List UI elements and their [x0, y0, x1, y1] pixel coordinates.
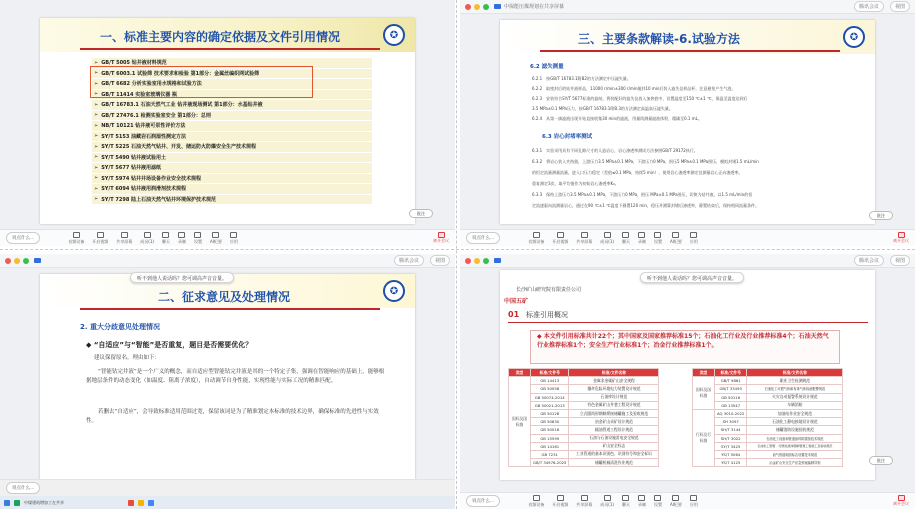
tool-members[interactable]: 成员(1): [600, 232, 614, 245]
table-row: GB 14161 矿山安全标志: [509, 442, 659, 450]
view-button[interactable]: 视图: [430, 255, 450, 266]
maximize-dot[interactable]: [23, 258, 29, 264]
microphone-icon: [73, 232, 80, 238]
table-row: 国标及国标推 GB 14413 金属非金属矿山安全规程: [509, 377, 659, 385]
org-name: 长沙矿山研究院有限责任公司: [516, 287, 582, 293]
list-item: ➢ GB/T 6003.1 试验筛 技术要求和检验 第1部分：金属丝编织网试验筛: [92, 69, 372, 79]
type-cell: 国标及国标推: [509, 377, 531, 467]
tool-settings[interactable]: 设置: [194, 232, 202, 245]
paragraph-line: 定流速驱向流测量岩心，通过在90 ℃±1 ℃温度下静置120 min，稳压并测算封堵后渗透率，静置结束后，保持相同流量条件。: [532, 203, 759, 208]
screen-share-icon: [34, 258, 41, 263]
chat-icon: [162, 232, 169, 238]
tool-settings[interactable]: 设置: [654, 495, 662, 508]
table-row: GB 50021-2013 有色金属矿山井巷工程设计规范: [509, 401, 659, 409]
screen-share-icon: [494, 4, 501, 9]
type-cell: 行标及行标推: [693, 409, 715, 466]
tool-audio[interactable]: 音频设备: [528, 495, 544, 508]
chat-input[interactable]: 说点什么...: [466, 495, 500, 507]
institute-logo: ✪: [843, 26, 865, 48]
gear-icon: [654, 232, 661, 238]
tool-apps[interactable]: 应用: [690, 232, 698, 245]
view-button[interactable]: 视图: [890, 1, 910, 12]
chat-icon: [622, 495, 629, 501]
paragraph-line: 6.2.4 从第一滴滤液出现开始直接收集30 min的滤液，用量筒测量滤液体积，精确至0.1 mL。: [532, 116, 702, 121]
members-icon: [604, 495, 611, 501]
chat-input[interactable]: 说点什么...: [466, 232, 500, 244]
camera-icon: [557, 232, 564, 238]
table-row: SH/T 3144 储罐消防设施验收规范: [693, 426, 843, 434]
paragraph-2: “智能钻完井液”是一个广义的概念，而自适应型智能钻完井液是其的一个特定子集，强调在智能响应的基础上，能够根据地层条件的动态变化（如温度、阻离子浓度），自动调节自身性能，实现性能与实际工况的精准匹配。: [86, 369, 385, 384]
close-dot[interactable]: [465, 258, 471, 264]
section-underline: [508, 322, 868, 323]
paragraph-line: 3.5 MPa±0.1 MPa压力，按GB/T 16783.1附B.3的方法测定高温高压滤失量。: [532, 106, 673, 111]
list-item: ➢ SY/T 5490 钻井液试验用土: [92, 153, 372, 163]
minimize-dot[interactable]: [474, 4, 480, 10]
meeting-toolbar: [460, 492, 915, 509]
table-row: SY/T 3425 石油化工钢管、可燃性液体钢制管道工程施工及验收规范: [693, 442, 843, 450]
view-button[interactable]: 视图: [890, 255, 910, 266]
meeting-window-2: [460, 0, 915, 246]
quadrant-divider-vertical: [456, 0, 459, 509]
section-6-3: 6.3 岩心封堵率测试: [542, 134, 593, 140]
list-item: ➢ SY/T 5677 钻井液用滤纸: [92, 163, 372, 173]
column-header: 标准/文件号: [531, 369, 569, 377]
app-icon[interactable]: [148, 500, 154, 506]
tool-ai[interactable]: AI纪要: [210, 232, 222, 245]
tool-share[interactable]: 共享屏幕: [576, 232, 592, 245]
meeting-window-1: [0, 0, 455, 246]
meeting-label[interactable]: 腾讯会议: [854, 255, 884, 266]
tool-audio[interactable]: 音频设备: [68, 232, 84, 245]
tool-chat[interactable]: 聊天: [622, 232, 630, 245]
tool-chat[interactable]: 聊天: [162, 232, 170, 245]
meeting-label[interactable]: 腾讯会议: [854, 1, 884, 12]
table-row: GB 50016 输油管道工程设计规范: [509, 426, 659, 434]
list-item: ➢ GB/T 5005 钻井液材料规范: [92, 58, 372, 68]
tool-audio[interactable]: 音频设备: [528, 232, 544, 245]
paragraph-line: 6.3.3 保持上游压力3.5 MPa±0.1 MPa，下游压力0 MPa，围压 MPa±0.1 MPa围压，切换为钻井液，以1.5 mL/min的恒: [532, 192, 753, 197]
slide-3: [40, 274, 415, 486]
title-bar: [460, 0, 915, 14]
institute-logo: ✪: [383, 280, 405, 302]
record-icon: [178, 232, 185, 238]
leave-button[interactable]: 离开会议: [893, 232, 909, 244]
paragraph-line: 6.3.2 将岩心装入夹持器，上游压力3.5 MPa±0.1 MPa，下游压力0 MPa，围压5 MPa±0.1 MPa围压，模拟封堵1.5 mL/min: [532, 159, 759, 164]
slide-4: [500, 270, 875, 480]
chat-input[interactable]: 说点什么...: [6, 232, 40, 244]
tool-share[interactable]: 共享屏幕: [576, 495, 592, 508]
tool-video[interactable]: 开启视频: [552, 232, 568, 245]
tool-share[interactable]: 共享屏幕: [116, 232, 132, 245]
issue-heading: ◆ “自适应”与“智能”是否重复，题目是否需要优化？: [86, 341, 253, 349]
table-row: SH/T 3022 石油化工设备和管道涂料防腐蚀技术规范: [693, 434, 843, 442]
institute-logo: ✪: [383, 24, 405, 46]
tool-settings[interactable]: 设置: [654, 232, 662, 245]
column-header: 类型: [693, 369, 715, 377]
minimize-dot[interactable]: [14, 258, 20, 264]
microphone-icon: [533, 495, 540, 501]
table-row: GB 7231 工业管道的基本识别色、识别符号和安全标识: [509, 450, 659, 458]
tool-record[interactable]: 录制: [638, 232, 646, 245]
app-icon[interactable]: [138, 500, 144, 506]
gear-icon: [194, 232, 201, 238]
annotate-button[interactable]: 批注: [869, 211, 893, 220]
paragraph-line: 重复测定3次，取平均值作为初始岩心渗透率K₀。: [532, 181, 619, 186]
taskbar-window-label[interactable]: 中煤建筑增加工在共享: [24, 499, 64, 505]
list-item: ➢ SY/T 5153 油藏岩石润湿性测定方法: [92, 132, 372, 142]
section-number: 01: [508, 310, 520, 319]
app-icon[interactable]: [14, 500, 20, 506]
table-row: 行标及行标推 AQ 3010-2022 加油站作业安全规范: [693, 409, 843, 417]
list-item: ➢ SY/T 7298 陆上石油天然气钻井环境保护技术规范: [92, 195, 372, 205]
ai-icon: [212, 232, 219, 238]
list-item: ➢ SY/T 5225 石油天然气钻井、开发、储运防火防爆安全生产技术规程: [92, 142, 372, 152]
quadrant-divider-horizontal: [0, 249, 915, 252]
tool-video[interactable]: 开启视频: [552, 495, 568, 508]
list-item: ➢ SY/T 5974 钻井井场设备作业安全技术规程: [92, 174, 372, 184]
tool-record[interactable]: 录制: [178, 232, 186, 245]
ai-icon: [672, 232, 679, 238]
share-icon: [121, 232, 128, 238]
title-underline: [80, 48, 380, 50]
chat-input[interactable]: 说点什么...: [6, 482, 40, 494]
tool-apps[interactable]: 应用: [230, 232, 238, 245]
share-icon: [581, 232, 588, 238]
column-header: 类型: [509, 369, 531, 377]
title-bar: [0, 254, 455, 268]
table-row: SH 3097 石油化工静电接地设计规范: [693, 418, 843, 426]
slide-title: 一、标准主要内容的确定依据及文件引用情况: [100, 30, 341, 44]
camera-icon: [97, 232, 104, 238]
close-dot[interactable]: [465, 4, 471, 10]
section-title: 标准引用概况: [526, 311, 568, 319]
table-row: GB 50128 立式圆筒形钢制焊接储罐施工及验收规范: [509, 409, 659, 417]
title-underline: [540, 50, 840, 52]
table-row: GB 50830 冶金矿山采矿设计规范: [509, 418, 659, 426]
paragraph-1: 建议保留原名。理由如下：: [94, 355, 161, 361]
list-item: ➢ NB/T 10121 钻井液可泵性评价方法: [92, 121, 372, 131]
leave-button[interactable]: 离开会议: [433, 232, 449, 244]
maximize-dot[interactable]: [483, 258, 489, 264]
list-item: ➢ SY/T 6094 钻井液用润滑剂技术规程: [92, 184, 372, 194]
app-icon[interactable]: [128, 500, 134, 506]
paragraph-line: 的恒定流量测量流量，进入口压力稳定（差值≤0.1 MPa，持续5 min），使用岩心渗透率测定仪测量岩心正向渗透率。: [532, 170, 743, 175]
share-indicator: 中保能压煤规划在共享屏幕: [494, 3, 564, 10]
annotate-button[interactable]: 批注: [869, 456, 893, 465]
paragraph-line: 6.2.1 按GB/T 16783.1附B2的方法测定中压滤失量。: [532, 76, 631, 81]
apps-icon: [690, 232, 697, 238]
microphone-icon: [533, 232, 540, 238]
list-item: ➢ GB/T 11414 实验室玻璃仪器 瓶: [92, 90, 372, 100]
column-header: 标准/文件号: [715, 369, 747, 377]
screen-share-icon: [494, 258, 501, 263]
paragraph-line: 6.2.3 安装符合SY/T 5677标准的滤纸，将装配好的滤失仪放入加热套中，设置温度至150 ℃±1 ℃，保温至温度达到后: [532, 96, 748, 101]
record-icon: [638, 232, 645, 238]
apps-icon: [690, 495, 697, 501]
tool-apps[interactable]: 应用: [690, 495, 698, 508]
section-heading: 2. 重大分歧意见处理情况: [80, 323, 160, 331]
gear-icon: [654, 495, 661, 501]
leave-button[interactable]: 离开会议: [893, 495, 909, 507]
slide-1: [40, 18, 415, 224]
share-indicator: [34, 258, 41, 263]
table-row: 国标及国标推 GB/T 9861 职业卫生检测规范: [693, 377, 843, 385]
summary-box: ◆ 本文件引用标准共计22个；其中国家及国家推荐标准15个；石油化工行业及行业推荐标准4个；石油天然气行业推荐标准1个；安全生产行业标准1个；冶金行业推荐标准1个。: [530, 330, 840, 364]
record-icon: [638, 495, 645, 501]
members-icon: [604, 232, 611, 238]
list-item: ➢ GB/T 27476.1 检测实验室安全 第1部分：总则: [92, 111, 372, 121]
apps-icon: [230, 232, 237, 238]
slide-title: 二、征求意见及处理情况: [158, 290, 291, 304]
meeting-label[interactable]: 腾讯会议: [394, 255, 424, 266]
tool-video[interactable]: 开启视频: [92, 232, 108, 245]
column-header: 标准/文件名称: [569, 369, 659, 377]
table-row: GB/T 33493 石油化工可燃气体和有毒气体检测报警规范: [693, 385, 843, 393]
column-header: 标准/文件名称: [747, 369, 843, 377]
slide-title: 三、主要条款解读-6.试验方法: [578, 32, 740, 46]
section-6-2: 6.2 滤失测量: [530, 64, 564, 70]
standards-table-left: [508, 368, 659, 467]
meeting-toolbar: [460, 229, 915, 246]
brand-logo: 中国五矿: [504, 298, 529, 305]
minimize-dot[interactable]: [474, 258, 480, 264]
list-item: ➢ GB/T 16783.1 石油天然气工业 钻井液现场测试 第1部分：水基钻井液: [92, 100, 372, 110]
chat-icon: [622, 232, 629, 238]
share-indicator: [494, 258, 501, 263]
standards-table-right: [692, 368, 843, 467]
audio-hint-popup[interactable]: 听不到他人说话吗？您可调高声音音量。: [640, 272, 744, 283]
members-icon: [144, 232, 151, 238]
slide-2: [500, 20, 875, 224]
meeting-toolbar: [0, 229, 455, 246]
highlight-box: [90, 66, 313, 98]
close-dot[interactable]: [5, 258, 11, 264]
table-row: GB/T 34976-2025 储罐机械清洗作业规范: [509, 459, 659, 467]
ai-icon: [672, 495, 679, 501]
tool-ai[interactable]: AI纪要: [670, 495, 682, 508]
meeting-window-3: [0, 254, 455, 509]
table-row: GB 50116 火灾自动报警系统设计规范: [693, 393, 843, 401]
table-row: GB 13547 车辆消防: [693, 401, 843, 409]
list-item: ➢ GB/T 6682 分析实验室用水规格和试验方法: [92, 79, 372, 89]
table-row: GB 50058 爆炸危险环境电力装置设计规范: [509, 385, 659, 393]
paragraph-line: 6.3.1 实验采用具有不同孔隙尺寸的人造岩心，岩心渗透率测试方法参照GB/T 29172执行。: [532, 148, 698, 153]
tool-record[interactable]: 录制: [638, 495, 646, 508]
type-cell: 国标及国标推: [693, 377, 715, 410]
start-icon[interactable]: [4, 500, 10, 506]
paragraph-3: 若删去“自适应”，会导致标准适用范围过宽，保留该词是为了精准划定本标准的技术边界，确保标准的先进性与实效性。: [86, 409, 379, 424]
table-row: GB 50074-2014 石油库设计规范: [509, 393, 659, 401]
meeting-toolbar: [0, 479, 455, 496]
title-bar: [460, 254, 915, 268]
camera-icon: [557, 495, 564, 501]
tool-ai[interactable]: AI纪要: [670, 232, 682, 245]
paragraph-line: 6.2.2 取密封后的钻井液样品，11000 r/min±300 r/min搅拌10 min后装入滤失仪样品杯，注意避免产生气泡。: [532, 86, 736, 91]
share-icon: [581, 495, 588, 501]
tool-members[interactable]: 成员(1): [140, 232, 154, 245]
table-row: YS/T 4125 冶金矿山安全生产应急预案编制导则: [693, 459, 843, 467]
audio-hint-popup[interactable]: 听不到他人说话吗？您可调高声音音量。: [130, 272, 234, 283]
annotate-button[interactable]: 批注: [409, 209, 433, 218]
maximize-dot[interactable]: [483, 4, 489, 10]
tool-members[interactable]: 成员(1): [600, 495, 614, 508]
tool-chat[interactable]: 聊天: [622, 495, 630, 508]
table-row: YS/T 5064 油气管道地面标志设置技术规范: [693, 450, 843, 458]
table-row: GB 15599 石油与石油设施雷电安全规范: [509, 434, 659, 442]
os-taskbar: [0, 496, 455, 509]
title-underline: [80, 308, 380, 310]
meeting-window-4: [460, 254, 915, 509]
